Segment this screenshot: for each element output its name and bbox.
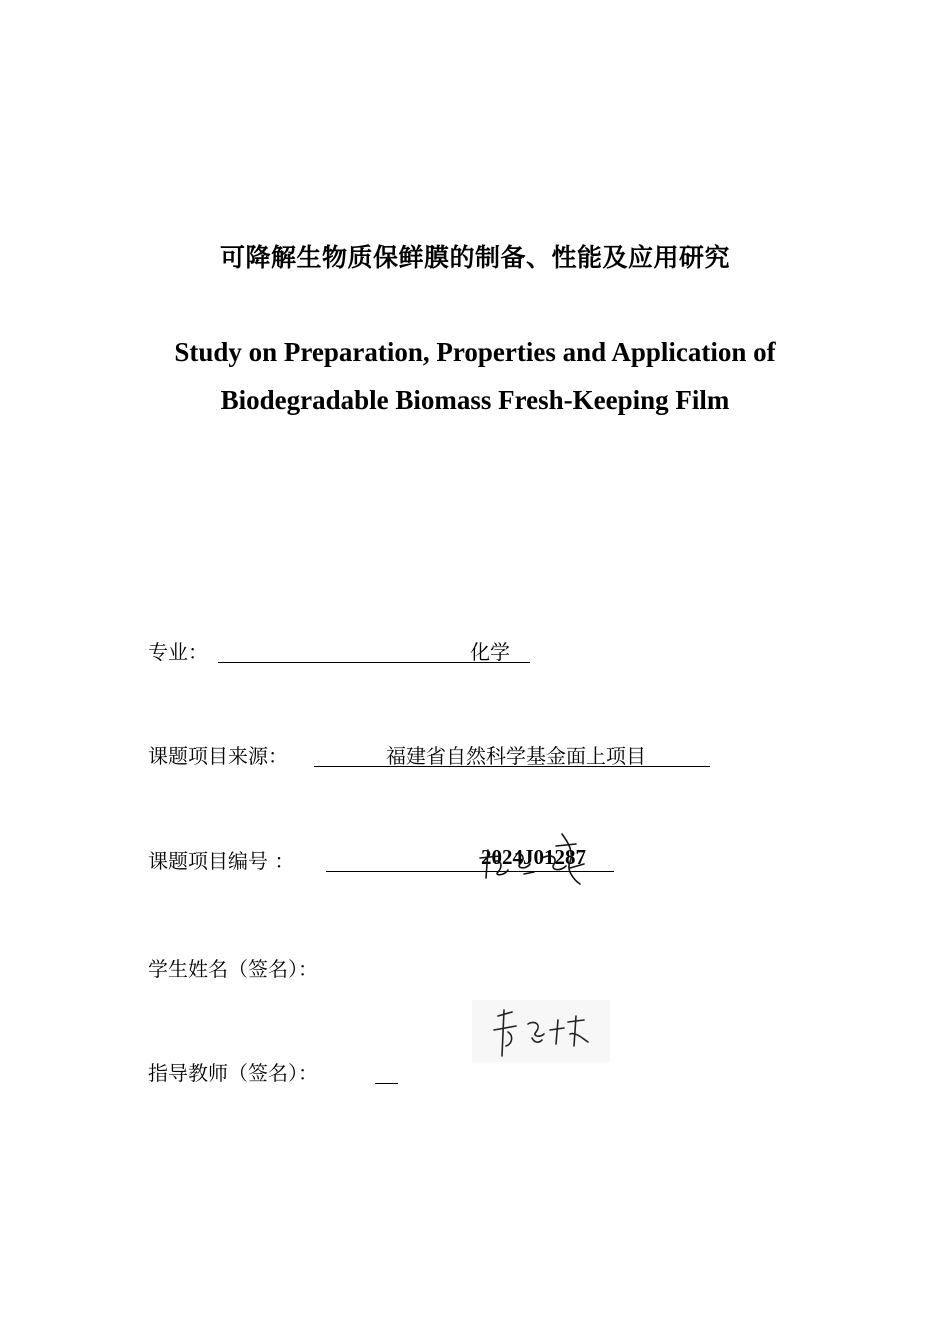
- advisor-field: [148, 1057, 318, 1087]
- english-title-line-2: Biodegradable Biomass Fresh-Keeping Film: [220, 385, 730, 415]
- advisor-underline: [375, 1057, 398, 1084]
- project-source-value: 福建省自然科学基金面上项目: [386, 744, 646, 768]
- student-name-label: 学生姓名（签名）：: [148, 957, 318, 981]
- advisor-signature: [472, 1000, 610, 1062]
- major-field: [148, 636, 510, 666]
- student-signature: [470, 828, 600, 888]
- project-source-field: [148, 740, 646, 770]
- advisor-label: 指导教师（签名）：: [148, 1061, 318, 1085]
- major-value: 化学: [470, 640, 510, 664]
- project-number-label: 课题项目编号 ：: [148, 849, 295, 873]
- student-name-field: [148, 953, 318, 983]
- project-number-field: [148, 845, 586, 875]
- major-label: 专业：: [148, 640, 208, 664]
- project-number-value: 2024J01287: [481, 845, 586, 869]
- english-title-line-1: Study on Preparation, Properties and Application of: [174, 337, 776, 367]
- project-source-label: 课题项目来源：: [148, 744, 288, 768]
- chinese-title: 可降解生物质保鲜膜的制备、性能及应用研究: [219, 243, 730, 272]
